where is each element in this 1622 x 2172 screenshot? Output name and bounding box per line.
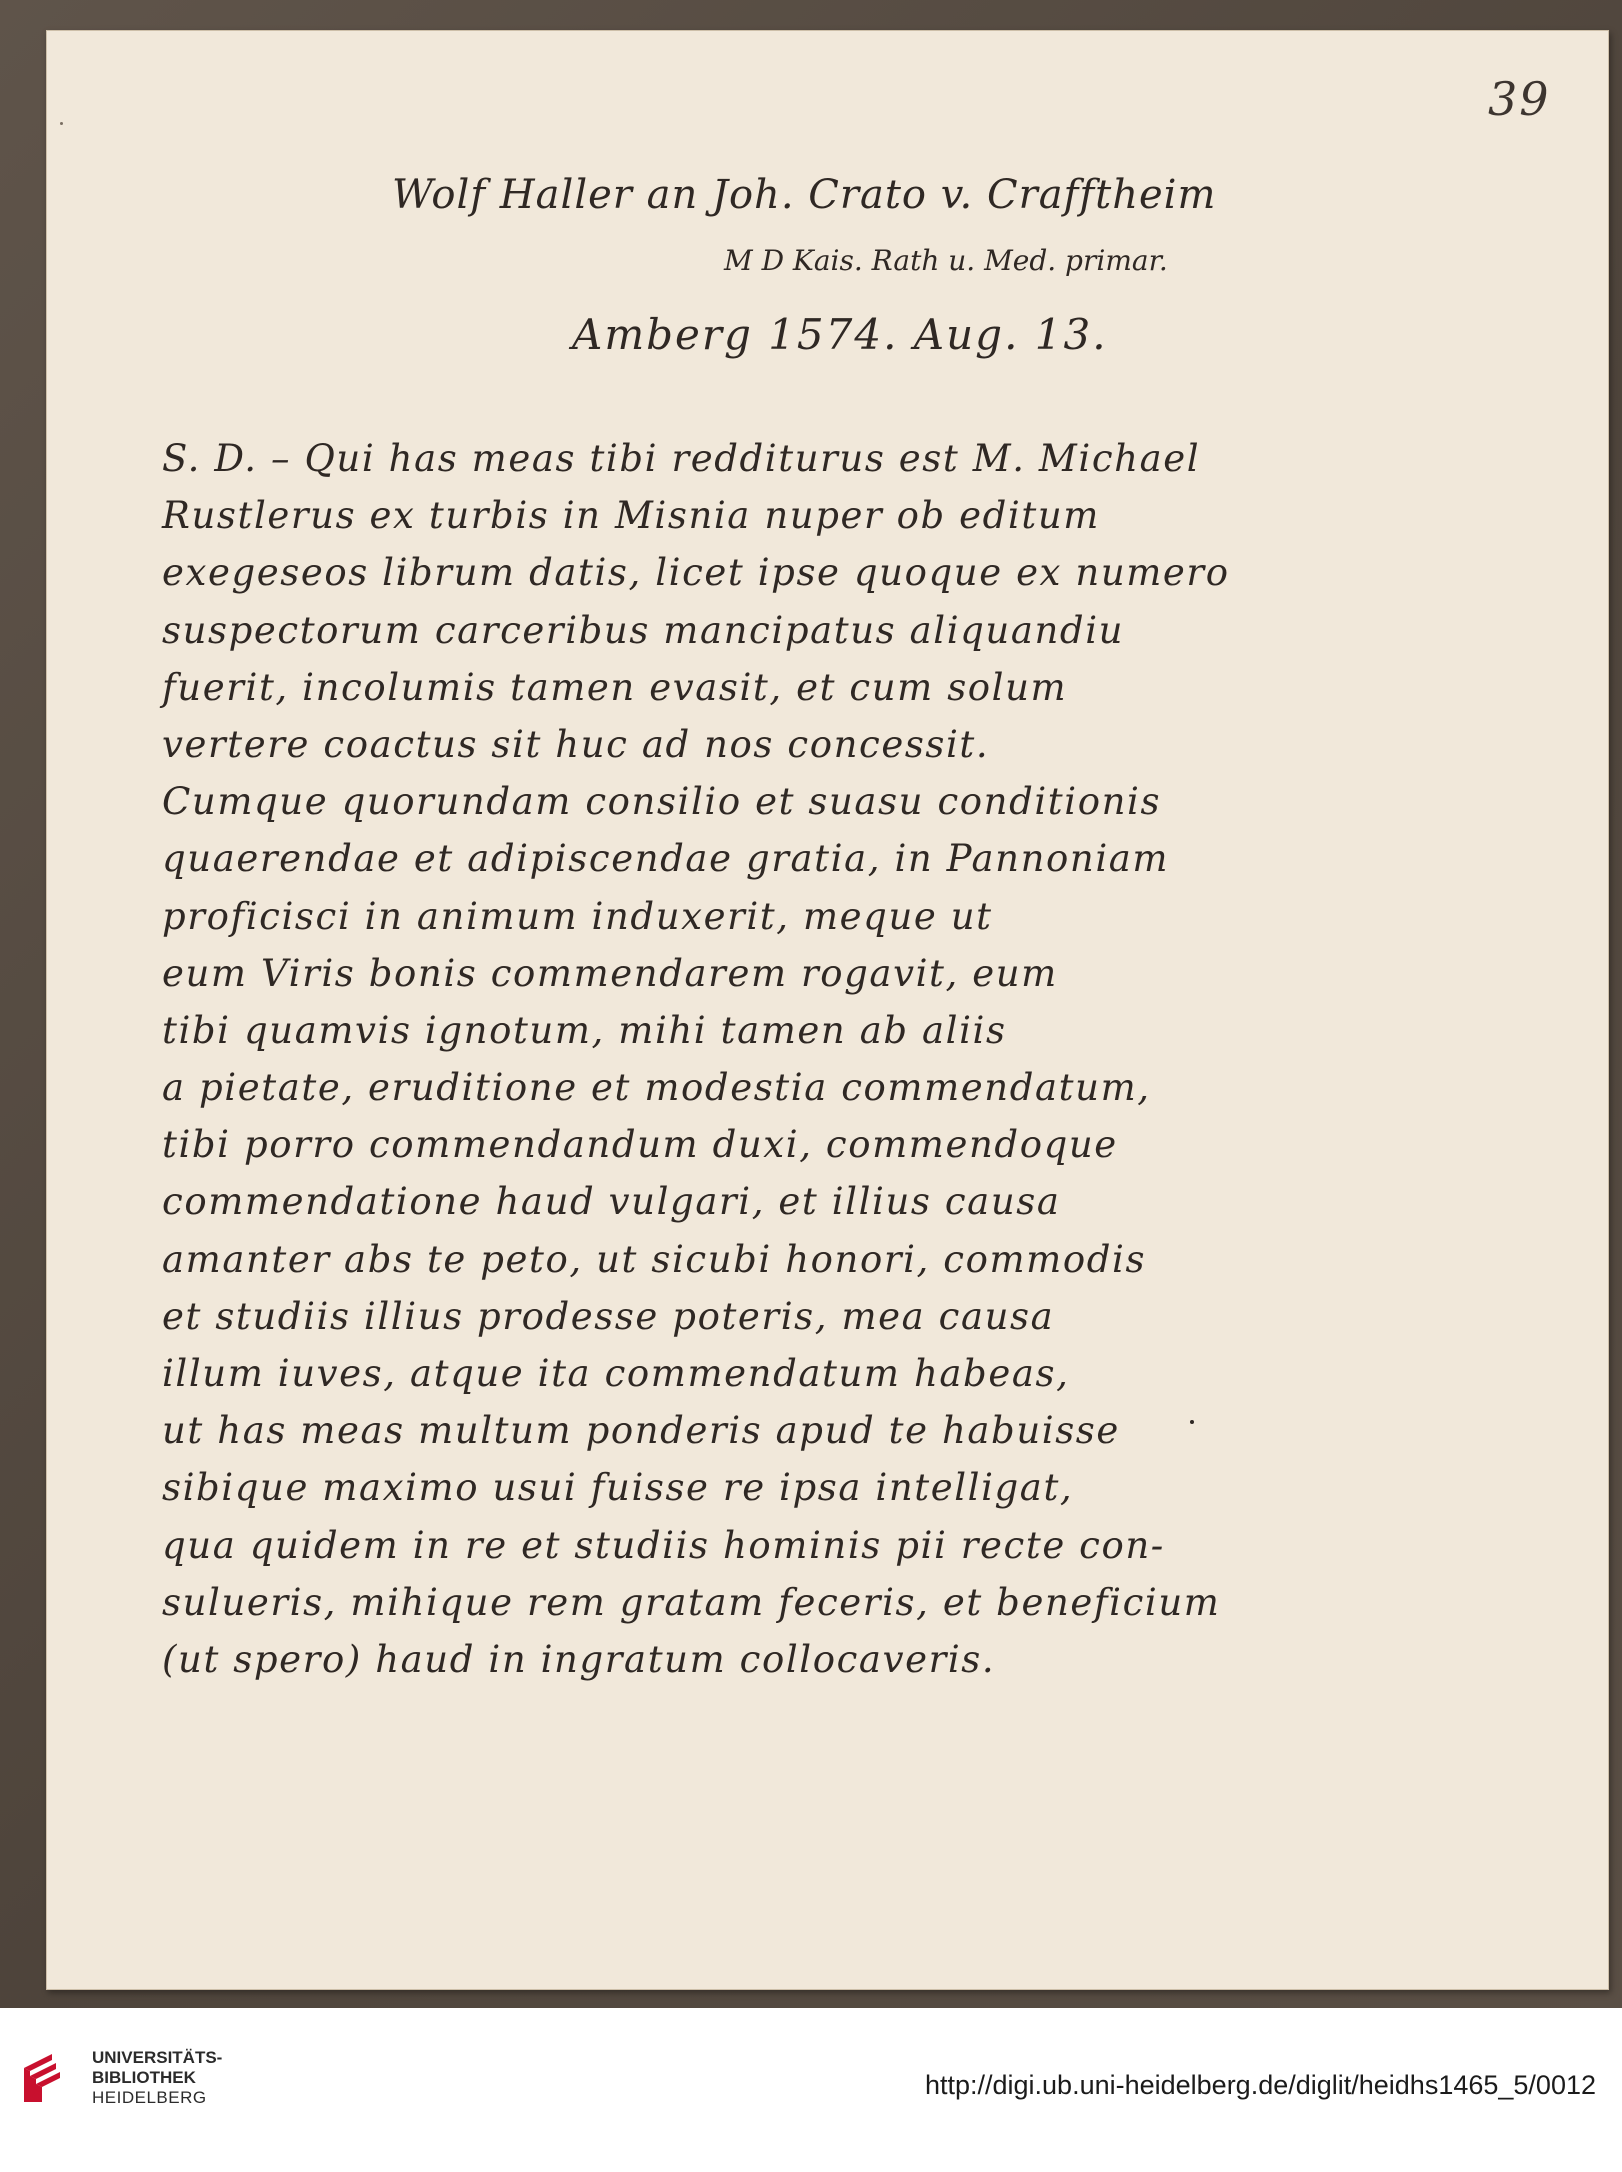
- viewer-footer: [0, 2008, 1622, 2172]
- letter-line: sibique maximo usui fuisse re ipsa intelligat,: [162, 1466, 1074, 1510]
- permalink-url[interactable]: http://digi.ub.uni-heidelberg.de/diglit/heidhs1465_5/0012: [924, 2070, 1596, 2100]
- letter-line: illum iuves, atque ita commendatum habeas,: [162, 1352, 1070, 1395]
- folio-number: 39: [1488, 72, 1551, 126]
- letter-line: tibi porro commendandum duxi, commendoque: [162, 1123, 1118, 1167]
- ink-dot: [1190, 1420, 1194, 1424]
- margin-mark: [60, 122, 63, 125]
- letter-line: (ut spero) haud in ingratum collocaveris.: [162, 1637, 996, 1681]
- letter-line: sulueris, mihique rem gratam feceris, et beneficium: [162, 1580, 1221, 1624]
- library-name-line-3: HEIDELBERG: [92, 2088, 207, 2107]
- letter-line: amanter abs te peto, ut sicubi honori, commodis: [162, 1237, 1147, 1281]
- letter-line: suspectorum carceribus mancipatus aliquandiu: [162, 608, 1125, 652]
- library-logo-icon[interactable]: [18, 2046, 82, 2110]
- library-name: [92, 2048, 222, 2108]
- letter-line: ut has meas multum ponderis apud te habuisse: [162, 1409, 1120, 1453]
- letter-line: Rustlerus ex turbis in Misnia nuper ob editum: [162, 494, 1100, 538]
- letter-line: a pietate, eruditione et modestia commendatum,: [162, 1066, 1151, 1110]
- letter-line: vertere coactus sit huc ad nos concessit.: [162, 722, 990, 766]
- letter-line: tibi quamvis ignotum, mihi tamen ab aliis: [162, 1008, 1007, 1052]
- letter-line: exegeseos librum datis, licet ipse quoque ex numero: [162, 551, 1230, 595]
- letter-line: S. D. – Qui has meas tibi redditurus est M. Michael: [162, 437, 1201, 480]
- letter-date: Amberg 1574. Aug. 13.: [572, 310, 1108, 359]
- letter-line: qua quidem in re et studiis hominis pii recte con-: [162, 1523, 1165, 1567]
- library-name-line-1: UNIVERSITÄTS-: [92, 2048, 223, 2067]
- letter-body: [162, 430, 1230, 1688]
- letter-line: proficisci in animum induxerit, meque ut: [162, 894, 993, 938]
- letter-line: et studiis illius prodesse poteris, mea causa: [162, 1294, 1055, 1338]
- letter-line: eum Viris bonis commendarem rogavit, eum: [162, 951, 1058, 995]
- letter-line: fuerit, incolumis tamen evasit, et cum solum: [162, 665, 1068, 709]
- letter-line: quaerendae et adipiscendae gratia, in Pannoniam: [162, 837, 1170, 881]
- letter-line: Cumque quorundam consilio et suasu conditionis: [162, 780, 1162, 824]
- letter-subtitle: M D Kais. Rath u. Med. primar.: [724, 244, 1168, 277]
- letter-line: commendatione haud vulgari, et illius causa: [162, 1180, 1061, 1224]
- library-name-line-2: BIBLIOTHEK: [92, 2068, 196, 2087]
- letter-title: Wolf Haller an Joh. Crato v. Crafftheim: [392, 172, 1217, 218]
